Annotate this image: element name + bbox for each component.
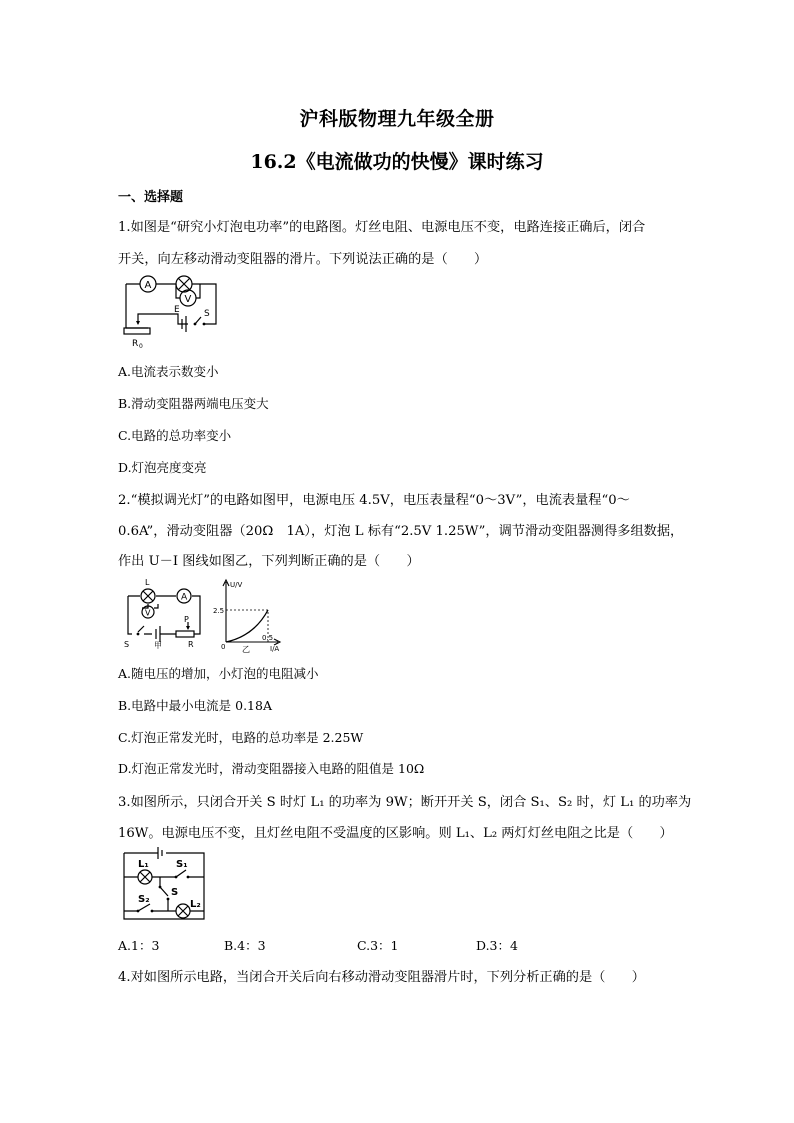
q3-option-c: C.3：1 [357,938,399,953]
q2-ui-graph [212,576,284,654]
q2-figure-jia-label: 甲 [154,641,162,650]
q2-option-d: D.灯泡正常发光时，滑动变阻器接入电路的阻值是 10Ω [118,761,425,776]
q2-graph-x-axis-label: I/A [270,645,280,653]
q3-option-a: A.1：3 [118,938,160,953]
document-subtitle: 16.2《电流做功的快慢》课时练习 [250,151,544,173]
q2-switch-label: S [124,640,130,649]
q1-battery-label: E [174,305,180,315]
q1-stem-line2: 开关，向左移动滑动变阻器的滑片。下列说法正确的是（ ） [118,252,488,267]
q2-voltmeter-label: V [145,608,151,618]
q3-lamp-l1-label: L₁ [138,859,149,870]
q3-lamp-l2-label: L₂ [190,899,201,910]
q1-option-a: A.电流表示数变小 [118,364,219,379]
q2-ammeter-label: A [181,592,188,603]
q3-stem-line2: 16W。电源电压不变，且灯丝电阻不受温度的区影响。则 L₁、L₂ 两灯灯丝电阻之比是（ ） [118,826,673,841]
q2-rheostat-label: R [188,640,194,649]
q2-option-c: C.灯泡正常发光时，电路的总功率是 2.25W [118,730,364,745]
q2-figure-yi-label: 乙 [242,645,250,654]
q2-stem-line3: 作出 U－I 图线如图乙，下列判断正确的是（ ） [118,554,420,569]
q2-graph-x-tick: 0.5 [262,634,274,642]
q3-stem-line1: 3.如图所示，只闭合开关 S 时灯 L₁ 的功率为 9W；断开开关 S，闭合 S₁、S₂ 时，灯 L₁ 的功率为 [118,795,692,810]
q1-circuit-diagram [118,272,223,352]
q2-graph-y-tick: 2.5 [213,607,225,615]
q2-graph-origin: 0 [221,643,226,651]
q1-rheostat-subscript: 0 [139,343,143,350]
q4-stem-line1: 4.对如图所示电路，当闭合开关后向右移动滑动变阻器滑片时，下列分析正确的是（ ） [118,970,645,985]
q3-switch-s1-label: S₁ [176,859,188,870]
q1-ammeter-label: A [144,280,152,291]
q2-graph-y-axis-label: U/V [230,581,243,589]
q1-option-c: C.电路的总功率变小 [118,428,232,443]
q2-stem-line1: 2.“模拟调光灯”的电路如图甲，电源电压 4.5V，电压表量程“0～3V”，电流表量程“0～ [118,493,630,508]
q3-option-b: B.4：3 [224,938,266,953]
q3-circuit-diagram [118,847,210,925]
q2-lamp-label: L [145,578,150,587]
q1-switch-label: S [204,309,210,319]
q1-option-d: D.灯泡亮度变亮 [118,460,207,475]
q1-stem-line1: 1.如图是“研究小灯泡电功率”的电路图。灯丝电阻、电源电压不变，电路连接正确后，闭合 [118,220,646,235]
q1-rheostat-label: R [132,339,139,349]
q2-circuit-diagram [118,576,210,654]
q1-option-b: B.滑动变阻器两端电压变大 [118,396,269,411]
q1-voltmeter-label: V [184,294,192,305]
q3-option-d: D.3：4 [476,938,518,953]
q3-switch-s2-label: S₂ [138,894,150,905]
q2-option-b: B.电路中最小电流是 0.18A [118,698,272,713]
q2-stem-line2: 0.6A”，滑动变阻器（20Ω 1A），灯泡 L 标有“2.5V 1.25W”，调节滑动变阻器测得多组数据， [118,524,684,539]
section-heading: 一、选择题 [118,190,184,205]
document-title: 沪科版物理九年级全册 [299,108,495,130]
q2-option-a: A.随电压的增加，小灯泡的电阻减小 [118,666,319,681]
q2-slider-label: P [184,615,189,624]
q3-switch-s-label: S [171,887,179,898]
